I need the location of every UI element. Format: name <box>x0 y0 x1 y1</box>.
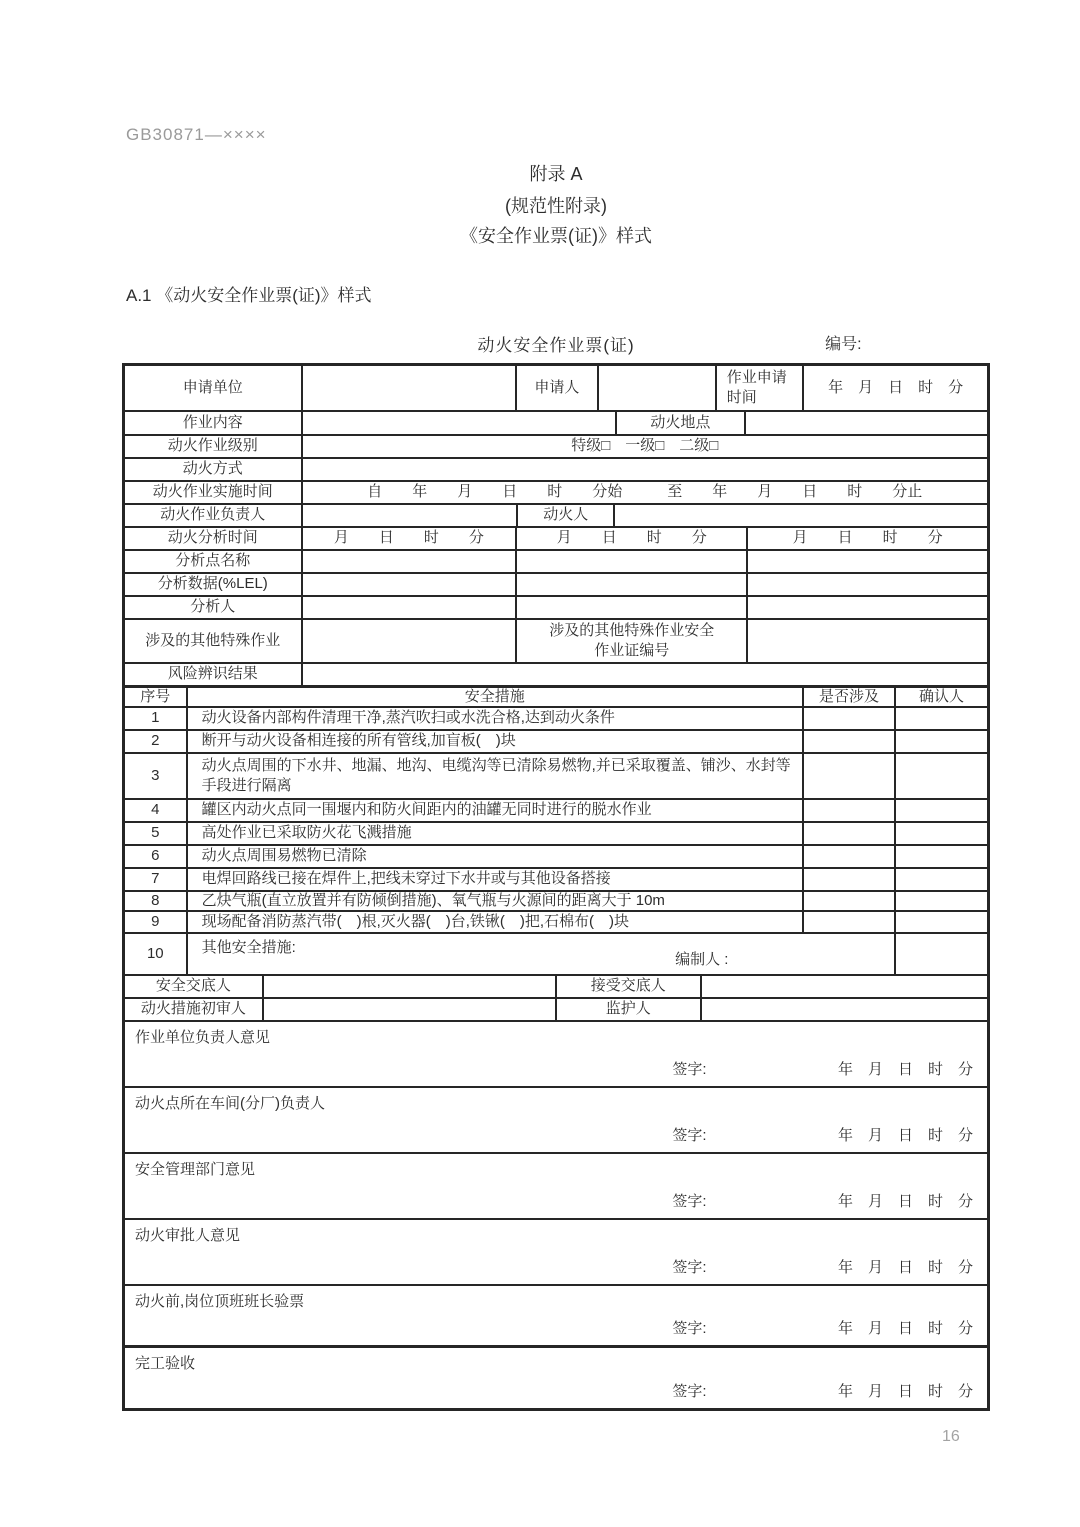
apply-time-value: 年 月 日 时 分 <box>828 378 964 396</box>
applicant-value <box>599 366 717 410</box>
measure-no: 6 <box>125 846 188 867</box>
appendix-title: 《安全作业票(证)》样式 <box>460 226 652 246</box>
measures-header-involved: 是否涉及 <box>804 688 896 706</box>
measure-confirmer-cell <box>896 846 987 867</box>
apply-time-label: 作业申请时间 <box>717 366 804 410</box>
measure-row <box>125 912 987 934</box>
analyst-2 <box>517 597 748 618</box>
apply-unit-value <box>303 366 518 410</box>
analysis-data-1 <box>303 574 518 595</box>
opinion-label: 作业单位负责人意见 <box>135 1029 271 1046</box>
sign-date: 年 月 日 时 分 <box>837 1258 973 1276</box>
fire-time-value: 自 年 月 日 时 分始 至 年 月 日 时 分止 <box>367 483 923 501</box>
opinion-label: 完工验收 <box>135 1355 196 1372</box>
opinion-label: 动火审批人意见 <box>135 1227 241 1244</box>
analysis-point-label: 分析点名称 <box>125 551 303 572</box>
analyst-label: 分析人 <box>125 597 303 618</box>
opinion-block <box>125 1220 987 1286</box>
measure-no: 9 <box>125 912 188 932</box>
measure-no: 4 <box>125 800 188 821</box>
opinion-label: 安全管理部门意见 <box>135 1161 256 1178</box>
measure-confirmer-cell <box>896 731 987 752</box>
work-content-value <box>303 412 618 434</box>
fire-leader-label: 动火作业负责人 <box>125 505 303 526</box>
safety-discloser-label: 安全交底人 <box>125 976 264 997</box>
measure-no: 2 <box>125 731 188 752</box>
sign-date: 年 月 日 时 分 <box>837 1319 973 1337</box>
measure-row <box>125 708 987 731</box>
sign-date: 年 月 日 时 分 <box>837 1126 973 1144</box>
measure-involved-cell <box>804 846 896 867</box>
measure-no: 5 <box>125 823 188 844</box>
measure-confirmer-cell <box>896 754 987 798</box>
fire-worker-value <box>615 505 987 526</box>
analysis-data-label: 分析数据(%LEL) <box>125 574 303 595</box>
section-title: A.1 《动火安全作业票(证)》样式 <box>126 286 372 305</box>
analysis-point-3 <box>748 551 987 572</box>
compiler-label: 编制人 : <box>675 950 729 968</box>
guardian-label: 监护人 <box>557 999 702 1020</box>
measure-involved-cell <box>804 912 896 932</box>
measure-text: 罐区内动火点同一围堰内和防火间距内的油罐无同时进行的脱水作业 <box>188 800 804 821</box>
form-title-line <box>122 331 990 356</box>
analysis-time-2: 月 日 时 分 <box>517 528 748 549</box>
fire-worker-label: 动火人 <box>518 505 615 526</box>
sign-date: 年 月 日 时 分 <box>837 1192 973 1210</box>
measures-header-measure: 安全措施 <box>188 688 804 706</box>
measure-no: 3 <box>125 754 188 798</box>
fire-method-label: 动火方式 <box>125 459 303 480</box>
fire-level-label: 动火作业级别 <box>125 436 303 457</box>
measure-text: 动火设备内部构件清理干净,蒸汽吹扫或水洗合格,达到动火条件 <box>188 708 804 729</box>
measure-involved-cell <box>804 800 896 821</box>
risk-result-label: 风险辨识结果 <box>125 664 303 685</box>
fire-level-options: 特级□ 一级□ 二级□ <box>571 437 719 455</box>
other-special-cert-value <box>748 620 987 662</box>
form-number-label: 编号: <box>825 336 862 353</box>
disclosure-receiver-label: 接受交底人 <box>557 976 702 997</box>
sign-date: 年 月 日 时 分 <box>837 1060 973 1078</box>
opinion-label: 动火前,岗位顶班班长验票 <box>135 1293 305 1310</box>
measures-header-seq: 序号 <box>125 688 188 706</box>
other-special-work-value <box>303 620 518 662</box>
measure-involved-cell <box>804 892 896 910</box>
measure-text: 乙炔气瓶(直立放置并有防倾倒措施)、氧气瓶与火源间的距离大于 10m <box>188 892 804 910</box>
measure-row <box>125 846 987 869</box>
sign-label: 签字: <box>672 1319 707 1337</box>
guardian-value <box>702 999 987 1020</box>
opinion-block <box>125 1154 987 1220</box>
measure-confirmer-cell <box>896 869 987 890</box>
measure-involved-cell <box>804 754 896 798</box>
analysis-point-1 <box>303 551 518 572</box>
fire-location-label: 动火地点 <box>617 412 745 434</box>
measure-no: 8 <box>125 892 188 910</box>
risk-result-value <box>303 664 987 685</box>
measure-no: 10 <box>125 934 188 974</box>
measure-involved-cell <box>804 823 896 844</box>
sign-date: 年 月 日 时 分 <box>837 1382 973 1400</box>
hot-work-permit-table <box>122 363 990 1411</box>
measure-text: 动火点周围的下水井、地漏、地沟、电缆沟等已清除易燃物,并已采取覆盖、铺沙、水封等手段进行隔离 <box>188 754 804 798</box>
analyst-3 <box>748 597 987 618</box>
measure-confirmer-cell <box>896 912 987 932</box>
measure-row <box>125 892 987 912</box>
measure-involved-cell <box>804 731 896 752</box>
other-measures-label: 其他安全措施: <box>201 939 296 956</box>
appendix-type: (规范性附录) <box>505 196 607 216</box>
appendix-label: 附录 A <box>529 164 583 184</box>
measure-text: 断开与动火设备相连接的所有管线,加盲板( )块 <box>188 731 804 752</box>
measure-text: 电焊回路线已接在焊件上,把线未穿过下水井或与其他设备搭接 <box>188 869 804 890</box>
measure-row <box>125 800 987 823</box>
analysis-data-2 <box>517 574 748 595</box>
analysis-time-1: 月 日 时 分 <box>303 528 518 549</box>
sign-label: 签字: <box>672 1258 707 1276</box>
measure-confirmer-cell <box>896 892 987 910</box>
measure-confirmer-cell <box>896 934 987 974</box>
analysis-point-2 <box>517 551 748 572</box>
measure-confirmer-cell <box>896 708 987 729</box>
analysis-time-label: 动火分析时间 <box>125 528 303 549</box>
measure-no: 7 <box>125 869 188 890</box>
sign-label: 签字: <box>672 1060 707 1078</box>
opinion-block <box>125 1088 987 1154</box>
sign-label: 签字: <box>672 1126 707 1144</box>
fire-leader-value <box>303 505 519 526</box>
sign-label: 签字: <box>672 1192 707 1210</box>
sign-label: 签字: <box>672 1382 707 1400</box>
analyst-1 <box>303 597 518 618</box>
measures-header-confirmer: 确认人 <box>919 688 965 705</box>
measure-no: 1 <box>125 708 188 729</box>
measure-text: 现场配备消防蒸汽带( )根,灭火器( )台,铁锹( )把,石棉布( )块 <box>188 912 804 932</box>
opinion-label: 动火点所在车间(分厂)负责人 <box>135 1095 325 1112</box>
other-special-work-label: 涉及的其他特殊作业 <box>125 620 303 662</box>
fire-time-label: 动火作业实施时间 <box>125 482 303 503</box>
analysis-data-3 <box>748 574 987 595</box>
safety-discloser-value <box>264 976 557 997</box>
measure-involved-cell <box>804 708 896 729</box>
apply-unit-label: 申请单位 <box>125 366 303 410</box>
measure-row <box>125 731 987 754</box>
measure-reviewer-value <box>264 999 557 1020</box>
measure-text: 动火点周围易燃物已清除 <box>188 846 804 867</box>
page-number: 16 <box>942 1428 960 1445</box>
opinion-block <box>125 1286 987 1348</box>
other-special-cert-label: 涉及的其他特殊作业安全作业证编号 <box>517 620 748 662</box>
disclosure-receiver-value <box>702 976 987 997</box>
work-content-label: 作业内容 <box>125 412 303 434</box>
measure-row <box>125 754 987 800</box>
doc-code: GB30871—×××× <box>126 125 267 144</box>
measure-row <box>125 823 987 846</box>
form-title: 动火安全作业票(证) <box>477 336 635 355</box>
opinion-block <box>125 1348 987 1408</box>
measure-confirmer-cell <box>896 800 987 821</box>
measure-reviewer-label: 动火措施初审人 <box>125 999 264 1020</box>
measure-confirmer-cell <box>896 823 987 844</box>
measure-text: 高处作业已采取防火花飞溅措施 <box>188 823 804 844</box>
measure-row <box>125 869 987 892</box>
measure-row-other <box>125 934 987 976</box>
analysis-time-3: 月 日 时 分 <box>792 529 943 547</box>
opinion-block <box>125 1022 987 1088</box>
measure-involved-cell <box>804 869 896 890</box>
fire-location-value <box>746 412 987 434</box>
fire-method-value <box>303 459 987 480</box>
applicant-label: 申请人 <box>517 366 598 410</box>
